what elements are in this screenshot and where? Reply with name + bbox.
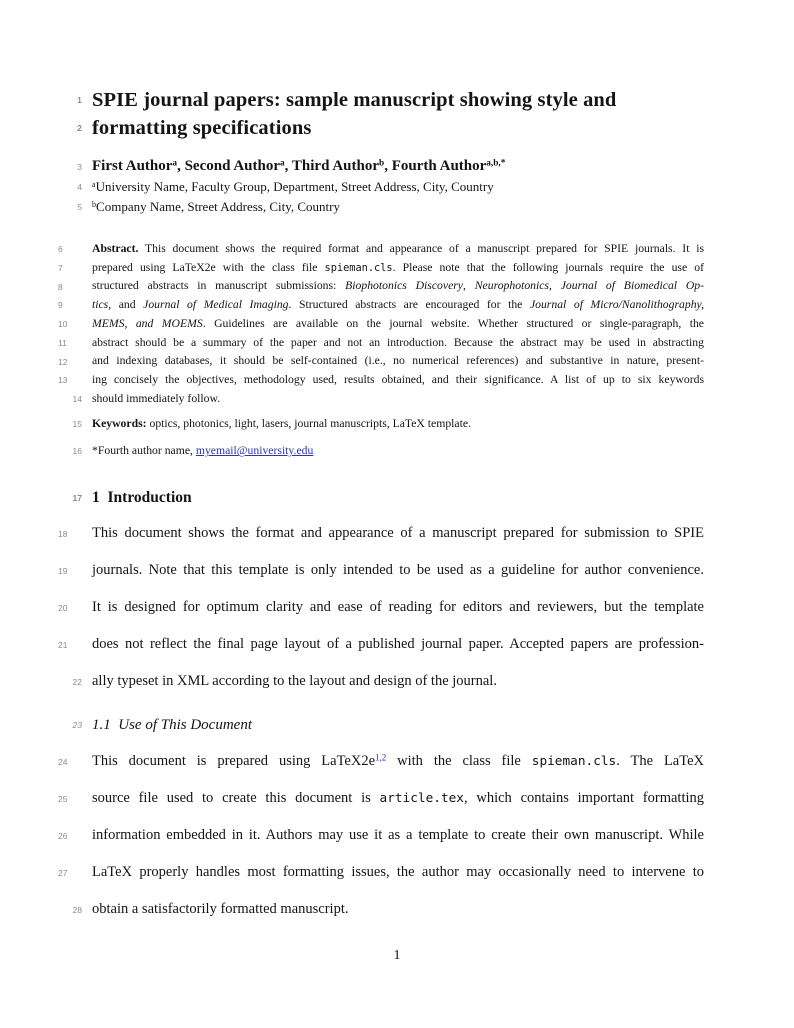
text-segment: source file used to create this document is: [92, 790, 380, 807]
body-line: [58, 626, 704, 663]
text-segment: ally typeset in XML according to the layout and design of the journal.: [92, 673, 497, 690]
line-number: 27: [58, 867, 68, 878]
line-number: 10: [58, 319, 68, 330]
abstract-line: [58, 315, 704, 334]
text-segment: does not reflect the final page layout of a published journal paper. Accepted papers are profession-: [92, 636, 704, 653]
text-segment: , Second Author: [177, 158, 281, 174]
text-segment: . Guidelines are available on the journal website. Whether structured or single-paragraph, the: [202, 316, 704, 330]
text-segment: Company Name, Street Address, City, Country: [96, 199, 340, 214]
line-number: 13: [58, 375, 68, 386]
section-heading-introduction: [72, 487, 704, 509]
text-segment: a: [280, 158, 285, 169]
text-segment: prepared using LaTeX2e with the class file: [92, 260, 325, 274]
text-segment: spieman.cls: [324, 261, 393, 274]
line-number: 25: [58, 793, 68, 804]
text-segment: This document is prepared using LaTeX2e: [92, 753, 376, 770]
authors-line: [77, 156, 704, 177]
body-line: [58, 854, 704, 891]
abstract-line: [58, 240, 704, 259]
text-segment: obtain a satisfactorily formatted manuscript.: [92, 901, 349, 918]
abstract-line: [72, 390, 704, 409]
text-segment: journals. Note that this template is only intended to be used as a guideline for author convenience.: [92, 562, 704, 579]
email-link[interactable]: myemail@university.edu: [195, 444, 314, 458]
abstract-line: [58, 334, 704, 353]
text-segment: tics: [92, 298, 109, 312]
text-segment: Biophotonics Discovery: [345, 279, 463, 293]
text-segment: , which contains important formatting: [463, 790, 704, 807]
line-number: 16: [72, 446, 82, 457]
text-segment: Journal of Biomedical Op-: [560, 279, 705, 293]
line-number: 5: [77, 202, 82, 212]
abstract-line: [58, 296, 705, 315]
line-number: 2: [77, 123, 82, 133]
text-segment: MEMS, and MOEMS: [92, 316, 203, 330]
text-segment: and indexing databases, it should be self-contained (i.e., no numerical references) and substantive in nature, present-: [92, 354, 704, 368]
text-segment: ,: [463, 279, 475, 293]
body-line: [58, 817, 704, 854]
text-segment: with the class file: [386, 753, 532, 770]
line-number: 19: [58, 565, 68, 576]
text-segment: article.tex: [379, 791, 464, 807]
line-number: 26: [58, 830, 68, 841]
text-segment: Neurophotonics: [474, 279, 549, 293]
text-segment: . Structured abstracts are encouraged for the: [288, 298, 530, 312]
text-segment: b: [379, 158, 385, 169]
text-segment: a,b,*: [486, 158, 506, 169]
line-number: 22: [72, 676, 82, 687]
author-contact-line: [72, 442, 704, 460]
text-segment: Journal of Medical Imaging: [143, 298, 289, 312]
text-segment: ,: [548, 279, 561, 293]
text-segment: structured abstracts in manuscript submissions:: [92, 279, 346, 293]
body-line: [58, 515, 704, 552]
text-segment: , Fourth Author: [384, 158, 487, 174]
line-number: 21: [58, 639, 68, 650]
text-segment: spieman.cls: [531, 754, 617, 770]
text-segment: b: [92, 199, 97, 209]
line-number: 3: [77, 161, 82, 172]
document-body: [58, 0, 705, 928]
text-segment: This document shows the format and appearance of a manuscript prepared for submission to SPIE: [92, 525, 704, 542]
text-segment: information embedded in it. Authors may use it as a template to create their own manuscript. While: [92, 827, 704, 844]
text-segment: University Name, Faculty Group, Department, Street Address, City, Country: [95, 179, 494, 194]
line-number: 6: [58, 244, 63, 255]
text-segment: 1.1 Use of This Document: [92, 717, 252, 734]
page-number: 1: [393, 948, 401, 963]
text-segment: a: [172, 158, 178, 169]
text-segment: Keywords:: [92, 417, 147, 431]
text-segment: , Third Author: [284, 158, 380, 174]
line-number: 17: [72, 493, 82, 504]
text-segment: . The LaTeX: [616, 753, 704, 770]
abstract-line: [58, 277, 705, 296]
text-segment: , and: [108, 298, 144, 312]
line-number: 18: [58, 528, 68, 539]
abstract-line: [58, 352, 704, 371]
text-segment: should immediately follow.: [92, 391, 221, 405]
affiliation-b: [77, 197, 704, 217]
body-line: [58, 589, 704, 626]
body-line: [72, 891, 704, 928]
line-number: 20: [58, 602, 68, 613]
text-segment: formatting specifications: [92, 117, 312, 139]
text-segment: a: [92, 179, 96, 189]
text-segment: 1 Introduction: [92, 489, 192, 507]
text-segment: First Author: [92, 158, 173, 174]
keywords-line: [72, 415, 704, 433]
text-segment: *Fourth author name,: [92, 444, 196, 458]
text-segment: This document shows the required format and appearance of a manuscript prepared for SPIE journals. It is: [138, 242, 704, 255]
text-segment: Journal of Micro/Nanolithography,: [529, 298, 705, 312]
title-line-2: [77, 114, 704, 142]
line-number: 7: [58, 263, 63, 274]
text-segment: SPIE journal papers: sample manuscript showing style and: [92, 89, 617, 111]
affiliation-a: [77, 177, 704, 197]
citation-link[interactable]: 1,2: [375, 752, 387, 763]
title-line-1: [77, 86, 704, 114]
text-segment: LaTeX properly handles most formatting issues, the author may occasionally need to intervene to: [92, 864, 704, 881]
line-number: 1: [77, 95, 82, 105]
text-segment: ing concisely the objectives, methodology used, results obtained, and their significance. A list of up to six keywords: [92, 372, 704, 386]
body-line: [72, 663, 704, 700]
text-segment: Abstract.: [92, 242, 139, 255]
abstract-line: [58, 259, 704, 278]
body-line: [58, 780, 704, 817]
subsection-heading-use-of-this-document: [72, 713, 704, 737]
line-number: 4: [77, 182, 82, 192]
line-number: 11: [58, 337, 67, 348]
text-segment: It is designed for optimum clarity and ease of reading for editors and reviewers, but the template: [92, 599, 704, 616]
line-number: 24: [58, 756, 68, 767]
body-line: [58, 552, 704, 589]
line-number: 12: [58, 356, 68, 367]
abstract-line: [58, 371, 704, 390]
line-number: 8: [58, 281, 63, 292]
line-number: 28: [72, 904, 82, 915]
line-number: 15: [72, 419, 82, 430]
text-segment: optics, photonics, light, lasers, journal manuscripts, LaTeX template.: [146, 417, 471, 431]
line-number: 14: [72, 393, 82, 404]
text-segment: abstract should be a summary of the paper and not an introduction. Because the abstract may be used in abstracting: [92, 335, 704, 349]
line-number: 9: [58, 300, 63, 311]
text-segment: . Please note that the following journals require the use of: [392, 260, 704, 274]
body-line: [58, 743, 704, 780]
line-number: 23: [72, 720, 82, 731]
